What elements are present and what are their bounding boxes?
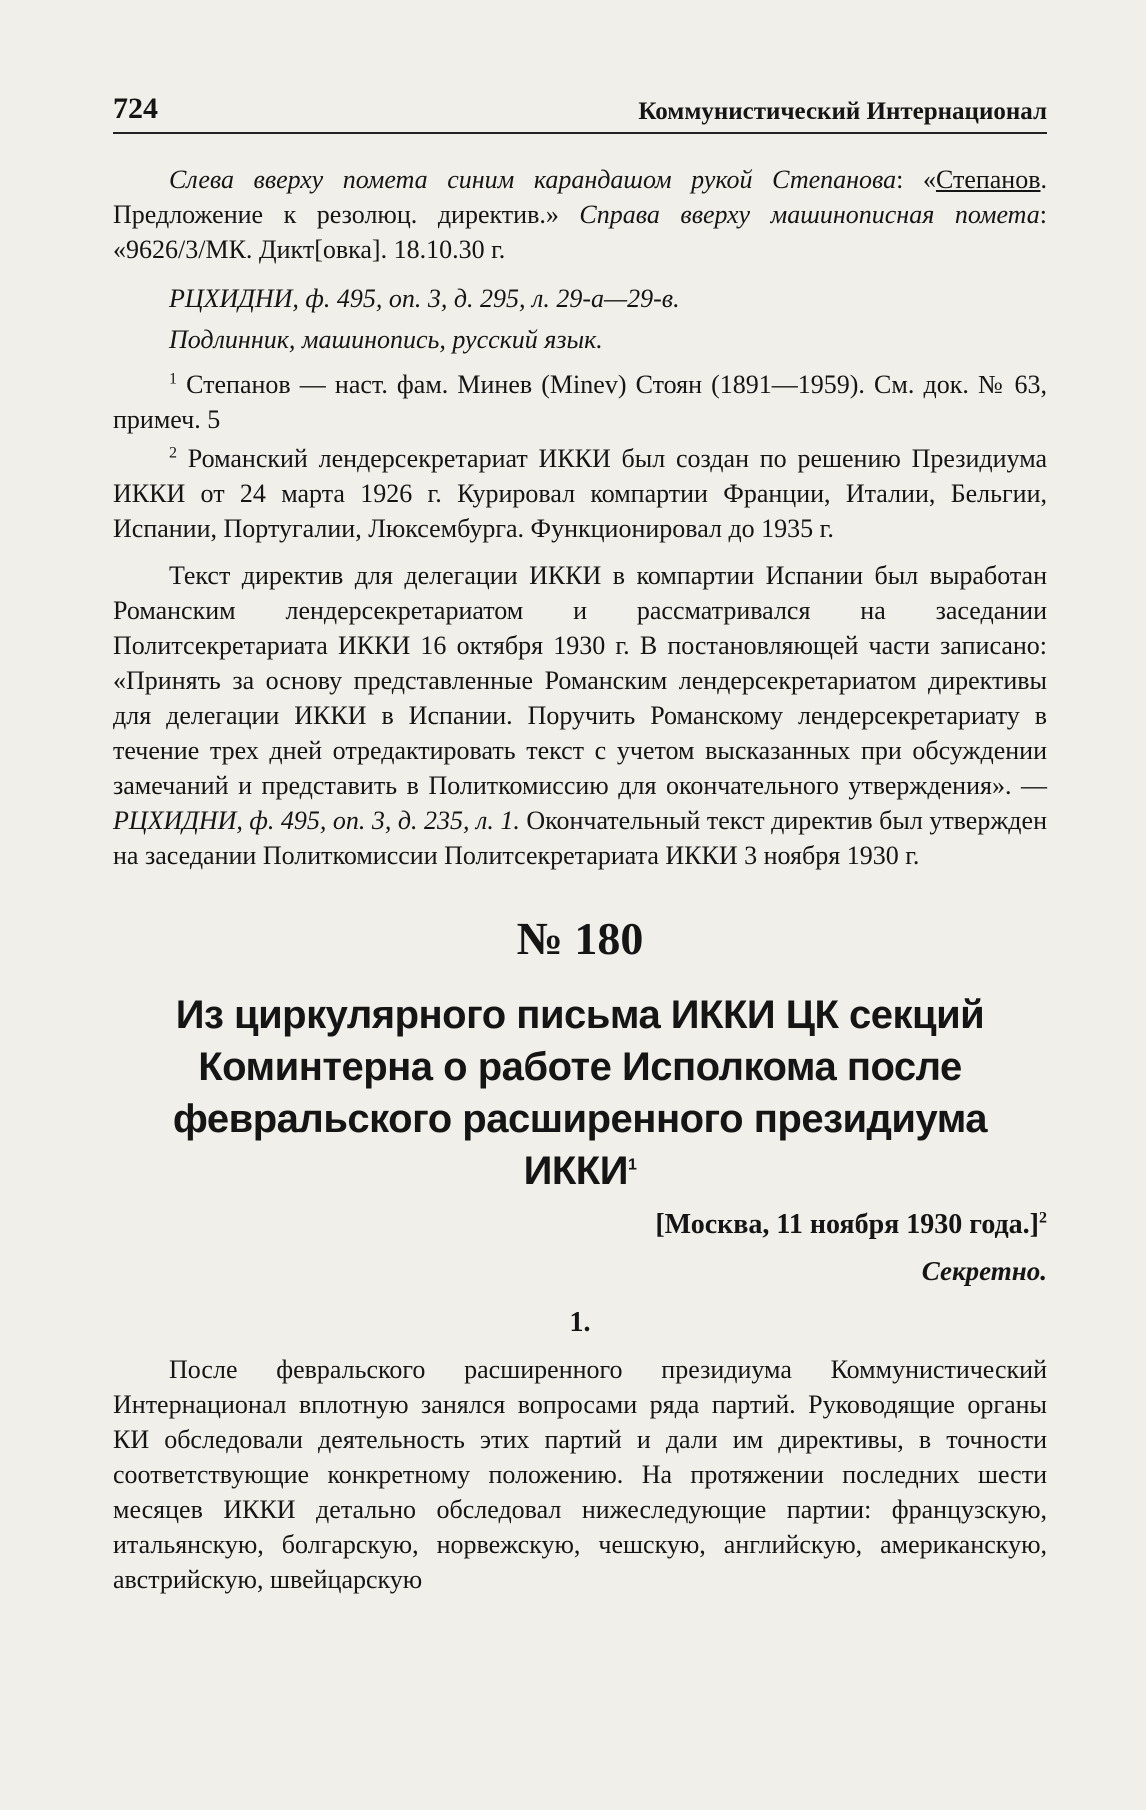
commentary bbox=[113, 558, 1047, 873]
note-text: Слева вверху помета синим карандашом рукой Степанова bbox=[169, 165, 897, 194]
archival-note bbox=[113, 162, 1047, 267]
source-form: Подлинник, машинопись, русский язык. bbox=[169, 325, 603, 354]
note-text: . Предложение к резолюц. директив.» bbox=[113, 165, 1047, 229]
note-text: : « bbox=[896, 165, 936, 194]
footnote-text: Романский лендерсекретариат ИККИ был создан по решению Президиума ИККИ от 24 марта 1926 г. Курировал компартии Франции, Италии, Бельгии, Испании, Португалии, Люксембурга. Функционировал до 1935 г. bbox=[113, 444, 1048, 543]
footnote-mark: 2 bbox=[169, 444, 177, 462]
footnote-mark: 1 bbox=[169, 370, 177, 388]
document-date bbox=[113, 1207, 1047, 1242]
note-text: Степанов bbox=[935, 165, 1041, 194]
document-title bbox=[113, 989, 1047, 1197]
footnote-mark: 1 bbox=[627, 1156, 637, 1174]
page-content bbox=[113, 162, 1047, 1597]
section-number: 1. bbox=[569, 1307, 591, 1338]
document-number: № 180 bbox=[516, 913, 644, 964]
page-header bbox=[113, 92, 1047, 134]
commentary-text: Текст директив для делегации ИККИ в компартии Испании был выработан Романским лендерсекретариатом и рассматривался на заседании Политсекретариата ИККИ 16 октября 1930 г. В постановляющей части записано: «Принять за основу представленные Романским лендерсекретариатом директивы для делегации ИККИ в Испании. Поручить Романскому лендерсекретариату в течение трех дней отредактировать текст с учетом высказанных при обсуждении замечаний и представить в Политкомиссию для окончательного утверждения». — bbox=[113, 561, 1047, 800]
footnote bbox=[113, 367, 1047, 437]
footnote-mark: 2 bbox=[1039, 1209, 1047, 1227]
note-text: Справа вверху машинописная помета bbox=[579, 200, 1040, 229]
page-number: 724 bbox=[113, 92, 158, 125]
classification: Секретно. bbox=[921, 1256, 1047, 1286]
commentary-reference: РЦХИДНИ, ф. 495, оп. 3, д. 235, л. 1. bbox=[113, 806, 520, 835]
document-title-text: Из циркулярного письма ИККИ ЦК секций Коминтерна о работе Исполкома после февральского расширенного президиума ИККИ bbox=[172, 993, 988, 1193]
footnote bbox=[113, 441, 1047, 546]
commentary-text: Окончательный текст директив был утвержден на заседании Политкомиссии Политсекретариата ИККИ 3 ноября 1930 г. bbox=[113, 806, 1047, 870]
document-date-text: [Москва, 11 ноября 1930 года.] bbox=[655, 1209, 1039, 1240]
running-title: Коммунистический Интернационал bbox=[638, 98, 1047, 125]
document-body: После февральского расширенного президиума Коммунистический Интернационал вплотную занялся вопросами ряда партий. Руководящие органы КИ обследовали деятельность этих партий и дали им директивы, в точности соответствующие конкретному положению. На протяжении последних шести месяцев ИККИ детально обследовал нижеследующие партии: французскую, итальянскую, болгарскую, норвежскую, чешскую, английскую, американскую, австрийскую, швейцарскую bbox=[113, 1355, 1047, 1594]
note-text: : «9626/3/МК. Дикт[овка]. 18.10.30 г. bbox=[113, 200, 1047, 264]
footnote-text: Степанов — наст. фам. Минев (Minev) Стоян (1891—1959). См. док. № 63, примеч. 5 bbox=[113, 370, 1047, 434]
archive-reference: РЦХИДНИ, ф. 495, оп. 3, д. 295, л. 29-а—29-в. bbox=[169, 284, 680, 313]
